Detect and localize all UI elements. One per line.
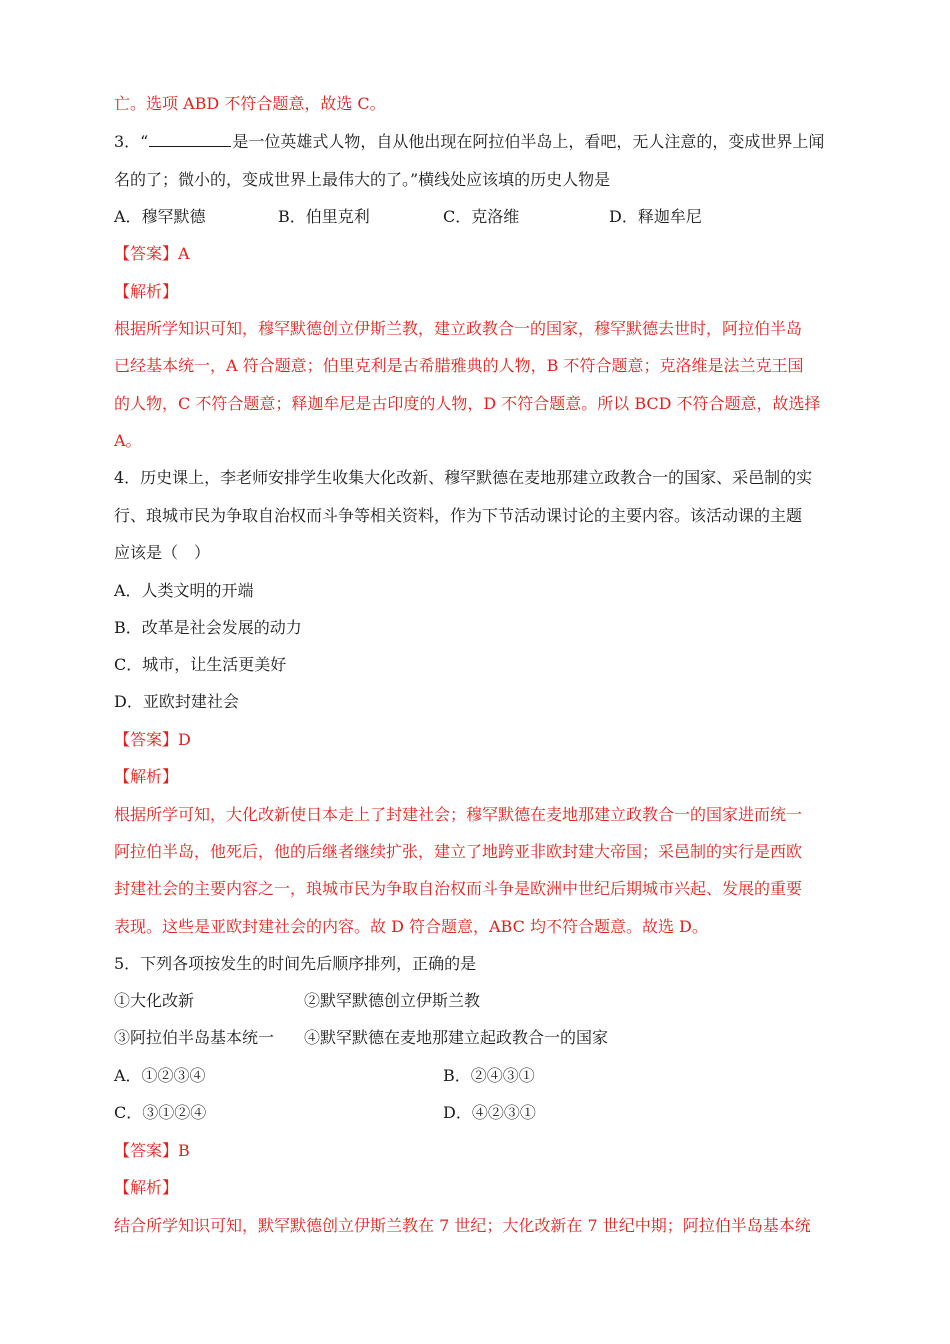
question-4-option-d: D．亚欧封建社会 [114,692,239,711]
question-4-option-c: C．城市，让生活更美好 [114,655,287,674]
question-4-stem-line: 行、琅城市民为争取自治权而斗争等相关资料，作为下节活动课讨论的主要内容。该活动课的主题 [114,506,803,525]
question-4-option-a: A．人类文明的开端 [114,581,254,600]
question-3-analysis-label: 【解析】 [114,282,179,301]
question-3-option-b: B．伯里克利 [278,207,370,226]
question-4-analysis-line: 根据所学可知，大化改新使日本走上了封建社会；穆罕默德在麦地那建立政教合一的国家进而统一 [114,805,803,824]
question-5-option-a: A．①②③④ [114,1066,206,1085]
question-4-analysis-label: 【解析】 [114,767,179,786]
question-4-option-b: B．改革是社会发展的动力 [114,618,302,637]
fill-in-blank [149,132,231,147]
previous-answer-tail: 亡。选项 ABD 不符合题意，故选 C。 [114,94,386,113]
question-3-stem-line-2: 名的了；微小的，变成世界上最伟大的了。”横线处应该填的历史人物是 [114,170,611,189]
question-3-stem-text: 是一位英雄式人物，自从他出现在阿拉伯半岛上，看吧，无人注意的，变成世界上闻 [232,132,825,151]
question-5-item-2: ②默罕默德创立伊斯兰教 [304,991,481,1010]
question-3-stem-line-1 [114,132,824,152]
question-3-analysis-line: 已经基本统一，A 符合题意；伯里克利是古希腊雅典的人物，B 不符合题意；克洛维是法兰克王国 [114,356,804,375]
question-4-analysis-line: 封建社会的主要内容之一，琅城市民为争取自治权而斗争是欧洲中世纪后期城市兴起、发展的重要 [114,879,803,898]
question-5-option-d: D．④②③① [443,1103,536,1122]
question-4-analysis-line: 阿拉伯半岛，他死后，他的后继者继续扩张，建立了地跨亚非欧封建大帝国；采邑制的实行是西欧 [114,842,803,861]
question-5-analysis-label: 【解析】 [114,1178,179,1197]
question-5-item-4: ④默罕默德在麦地那建立起政教合一的国家 [304,1028,609,1047]
question-3-option-a: A．穆罕默德 [114,207,206,226]
question-3-option-c: C．克洛维 [443,207,520,226]
question-5-option-b: B．②④③① [443,1066,535,1085]
question-4-answer: 【答案】D [114,730,191,749]
question-3-analysis-line: 的人物，C 不符合题意；释迦牟尼是古印度的人物，D 不符合题意。所以 BCD 不符合题意，故选择 [114,394,821,413]
question-5-analysis-line: 结合所学知识可知，默罕默德创立伊斯兰教在 7 世纪；大化改新在 7 世纪中期；阿拉伯半岛基本统 [114,1216,811,1235]
question-4-analysis-line: 表现。这些是亚欧封建社会的内容。故 D 符合题意，ABC 均不符合题意。故选 D。 [114,917,708,936]
question-5-stem: 5．下列各项按发生的时间先后顺序排列，正确的是 [114,954,477,973]
question-3-analysis-line: 根据所学知识可知，穆罕默德创立伊斯兰教，建立政教合一的国家，穆罕默德去世时，阿拉伯半岛 [114,319,803,338]
question-3-number: 3．“ [114,132,149,151]
question-3-answer: 【答案】A [114,244,190,263]
question-5-option-c: C．③①②④ [114,1103,207,1122]
question-4-stem-line: 4．历史课上，李老师安排学生收集大化改新、穆罕默德在麦地那建立政教合一的国家、采邑制的实 [114,468,813,487]
question-3-analysis-line: A。 [114,431,142,450]
question-5-answer: 【答案】B [114,1141,190,1160]
question-5-item-3: ③阿拉伯半岛基本统一 [114,1028,275,1047]
question-4-stem-line: 应该是（ ） [114,543,211,562]
question-5-item-1: ①大化改新 [114,991,195,1010]
question-3-option-d: D．释迦牟尼 [609,207,702,226]
